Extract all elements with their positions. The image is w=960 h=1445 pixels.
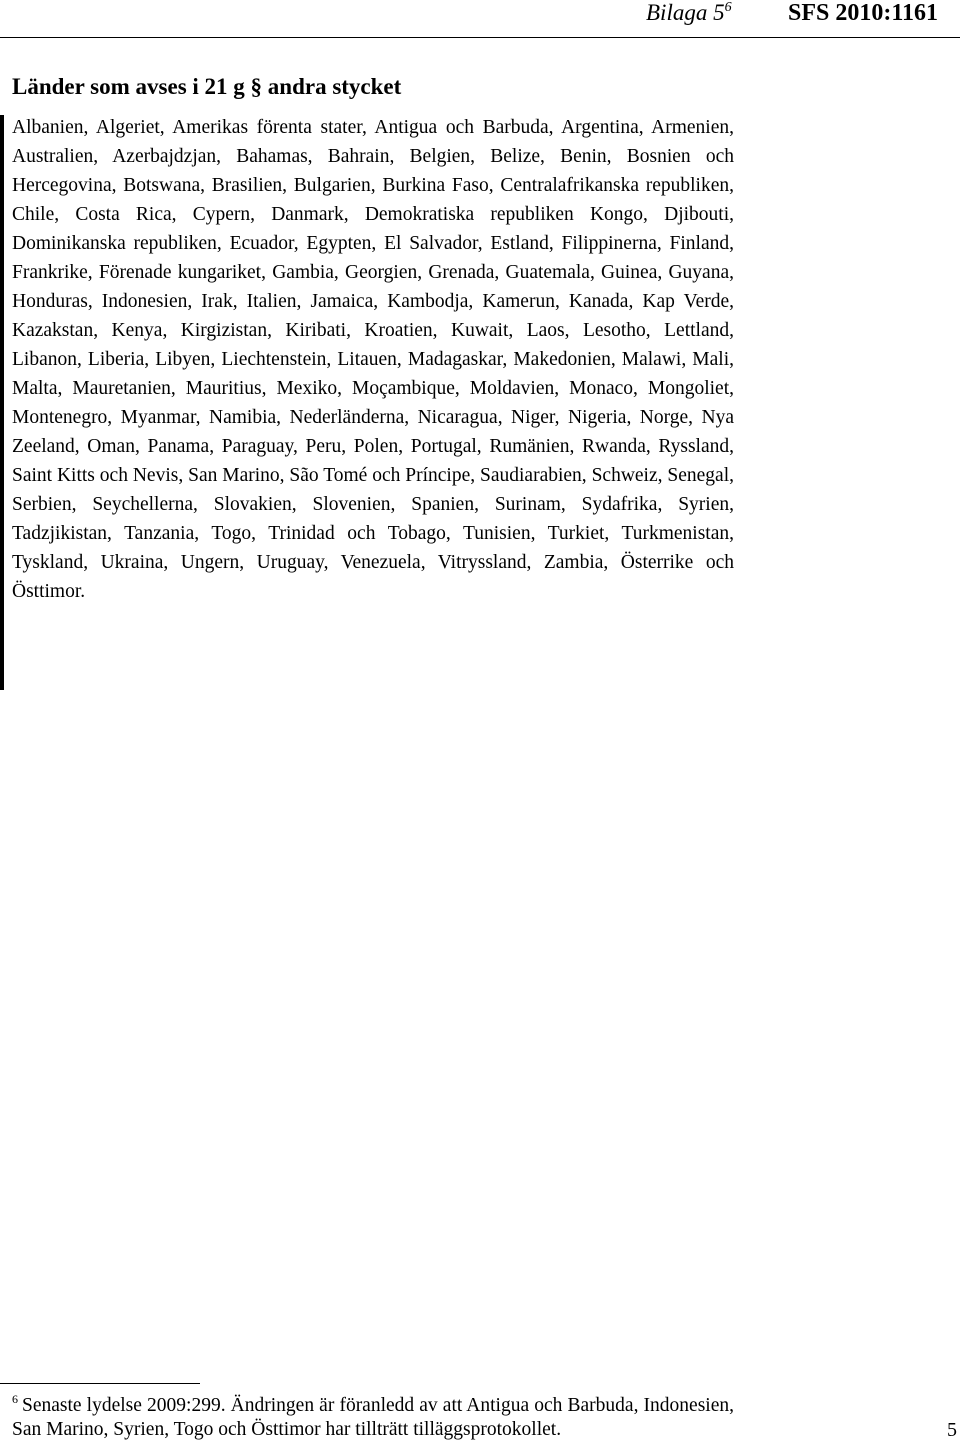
change-bar [0, 115, 4, 690]
appendix-label-text: Bilaga 5 [646, 0, 725, 25]
footnote-text: Senaste lydelse 2009:299. Ändringen är föranledd av att Antigua och Barbuda, Indonesien, San Marino, Syrien, Togo och Östtimor har tillträtt tilläggsprotokollet. [12, 1395, 734, 1440]
footnote [12, 1394, 734, 1442]
header-divider [0, 37, 960, 38]
country-list-paragraph: Albanien, Algeriet, Amerikas förenta stater, Antigua och Barbuda, Argentina, Armenien, Australien, Azerbajdzjan, Bahamas, Bahrain, Belgien, Belize, Benin, Bosnien och Hercegovina, Botswana, Brasilien, Bulgarien, Burkina Faso, Centralafrikanska republiken, Chile, Costa Rica, Cypern, Danmark, Demokratiska republiken Kongo, Djibouti, Dominikanska republiken, Ecuador, Egypten, El Salvador, Estland, Filippinerna, Finland, Frankrike, Förenade kungariket, Gambia, Georgien, Grenada, Guatemala, Guinea, Guyana, Honduras, Indonesien, Irak, Italien, Jamaica, Kambodja, Kamerun, Kanada, Kap Verde, Kazakstan, Kenya, Kirgizistan, Kiribati, Kroatien, Kuwait, Laos, Lesotho, Lettland, Libanon, Liberia, Libyen, Liechtenstein, Litauen, Madagaskar, Makedonien, Malawi, Mali, Malta, Mauretanien, Mauritius, Mexiko, Moçambique, Moldavien, Monaco, Mongoliet, Montenegro, Myanmar, Namibia, Nederländerna, Nicaragua, Niger, Nigeria, Norge, Nya Zeeland, Oman, Panama, Paraguay, Peru, Polen, Portugal, Rumänien, Rwanda, Ryssland, Saint Kitts och Nevis, San Marino, São Tomé och Príncipe, Saudiarabien, Schweiz, Senegal, Serbien, Seychellerna, Slovakien, Slovenien, Spanien, Surinam, Sydafrika, Syrien, Tadzjikistan, Tanzania, Togo, Trinidad och Tobago, Tunisien, Turkiet, Turkmenistan, Tyskland, Ukraina, Ungern, Uruguay, Venezuela, Vitryssland, Zambia, Österrike och Östtimor. [12, 117, 734, 602]
appendix-label [646, 0, 732, 26]
section-heading: Länder som avses i 21 g § andra stycket [12, 74, 402, 99]
appendix-footnote-ref: 6 [724, 0, 732, 15]
footnote-marker: 6 [12, 1392, 18, 1406]
sfs-number: SFS 2010:1161 [787, 0, 938, 26]
page-number: 5 [947, 1419, 957, 1441]
page-header [0, 0, 960, 40]
footnote-divider [0, 1383, 200, 1384]
